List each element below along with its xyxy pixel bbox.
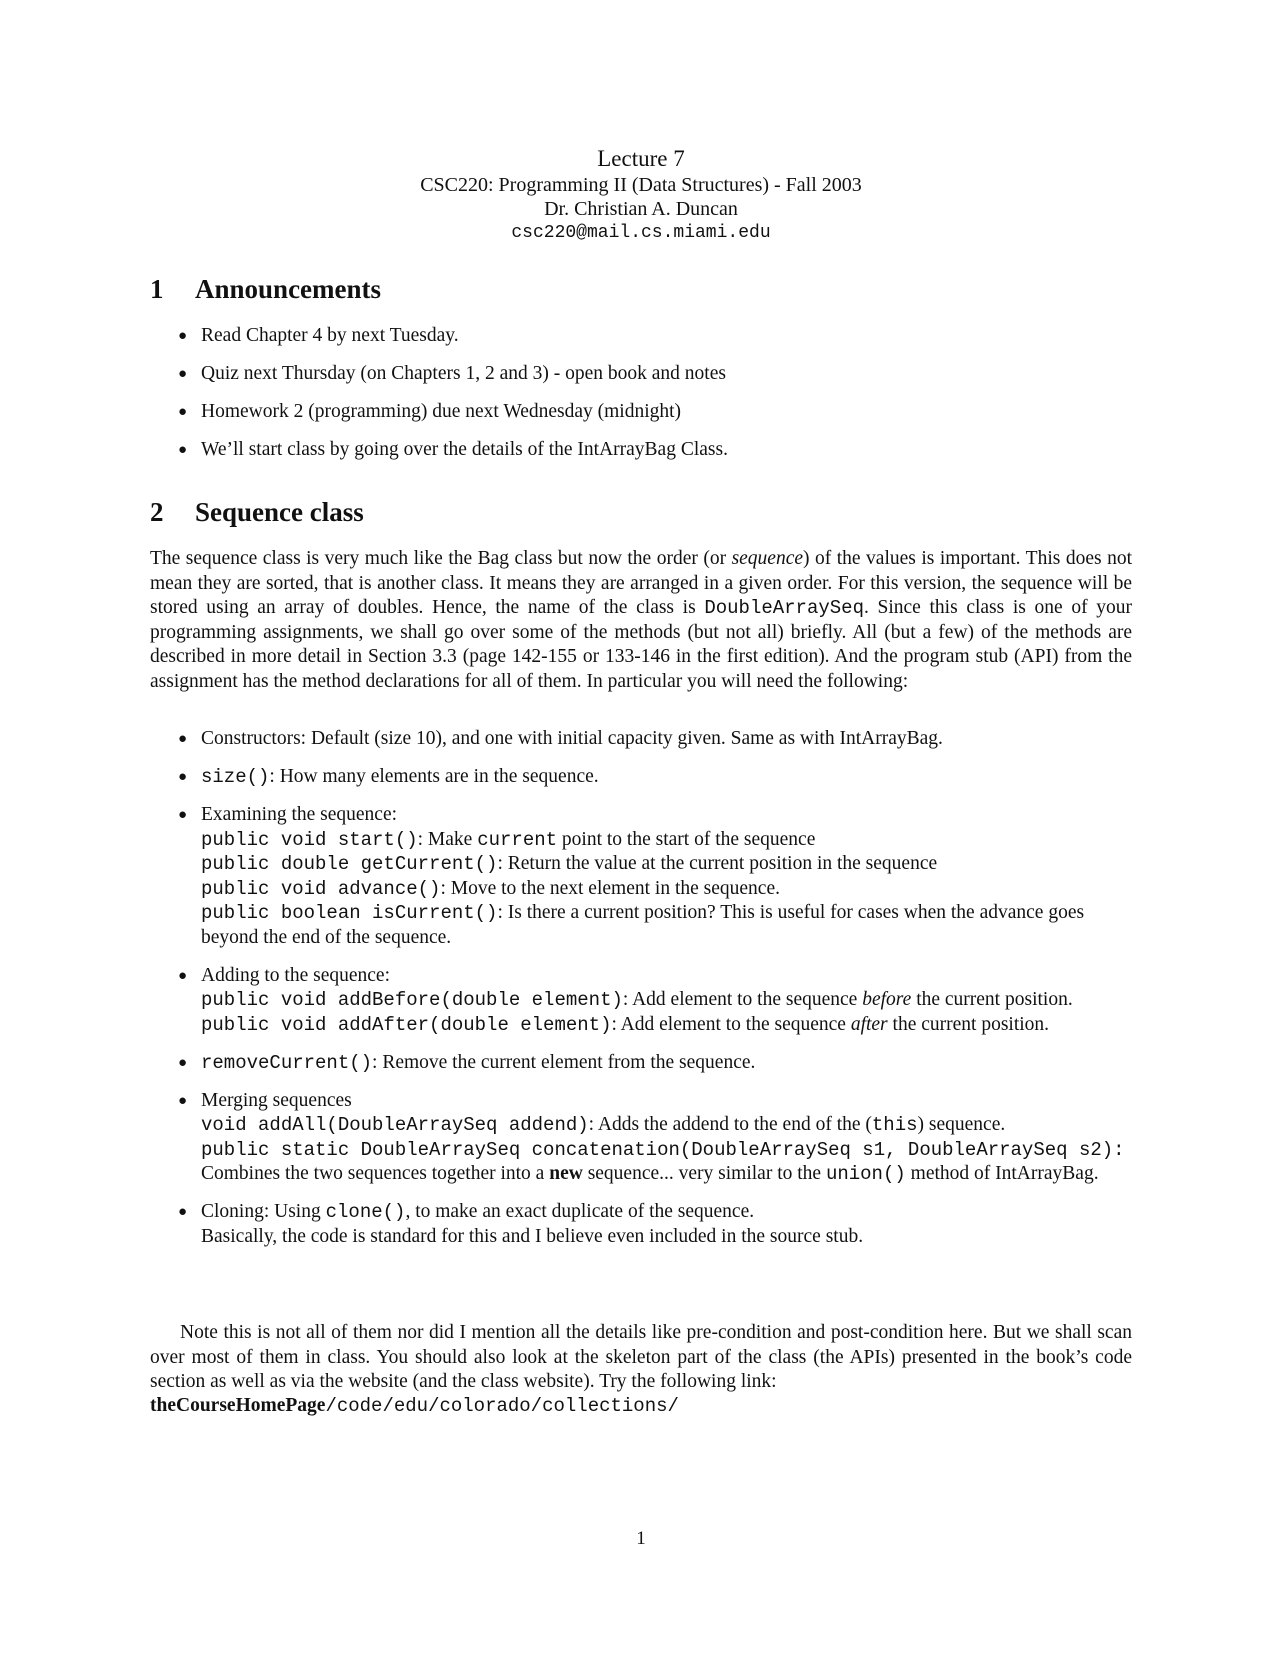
section-number: 1: [150, 274, 164, 304]
code-addbefore: public void addBefore(double element): [201, 989, 623, 1011]
code-class-name: DoubleArraySeq: [704, 597, 864, 619]
code-start: public void start(): [201, 828, 418, 851]
bold-new: new: [549, 1163, 583, 1184]
bullet-icon: ●: [178, 366, 188, 382]
instructor-name: Dr. Christian A. Duncan: [544, 198, 738, 220]
bullet-icon: ●: [178, 731, 188, 747]
lecture-title: Lecture 7: [597, 146, 685, 171]
bullet-icon: ●: [178, 1054, 188, 1071]
bullet-icon: ●: [178, 1092, 188, 1109]
code-iscurrent: public boolean isCurrent(): [201, 902, 498, 924]
title-block: [150, 145, 1132, 245]
list-item-size: ● size(): How many elements are in the sequence.: [178, 766, 599, 788]
section-title: Sequence class: [195, 497, 364, 527]
bullet-icon: ●: [178, 807, 188, 823]
code-addafter: public void addAfter(double element): [201, 1013, 612, 1036]
code-removecurrent: removeCurrent(): [201, 1051, 373, 1074]
link-path: /code/edu/colorado/collections/: [325, 1395, 679, 1417]
bullet-icon: ●: [178, 328, 188, 344]
link-bold: theCourseHomePage: [150, 1395, 326, 1416]
intro-paragraph: The sequence class is very much like the Bag class but now the order (or sequence) of the values is important. This does not mean they are sorted, that is another class. It means they are arranged in a given order. For this version, the sequence will be stored using an array of doubles. Hence, the name of the class is DoubleArraySeq. Since this class is one of your programming assignments, we shall go over some of the methods (but not all) briefly. All (but a few) of the methods are described in more detail in Section 3.3 (page 142-155 or 133-146 in the first edition). And the program stub (API) from the assignment has the method declarations for all of them. In particular you will need the following:: [150, 548, 1132, 692]
code-union: union(): [825, 1163, 906, 1185]
list-item-remove: ● removeCurrent(): Remove the current element from the sequence.: [178, 1051, 756, 1074]
methods-list: [150, 727, 1132, 1249]
code-this: this: [871, 1114, 918, 1136]
list-item: ● Homework 2 (programming) due next Wednesday (midnight): [150, 400, 1132, 425]
section-heading-sequence-class: [150, 496, 364, 528]
list-item-examining: ● Examining the sequence: public void start(): Make current point to the start of the sequence public double getCurrent(): Return the value at the current position in the sequence public void advance(): Move to the next element in the sequence. public boolean isCurrent(): Is there a current position? This is useful for cases when the advance goes beyond the end of the sequence.: [178, 804, 1085, 948]
code-size: size(): [201, 766, 270, 788]
emphasis: sequence: [731, 548, 804, 569]
list-item-cloning: ● Cloning: Using clone(), to make an exact duplicate of the sequence. Basically, the code is standard for this and I believe even included in the source stub.: [178, 1201, 864, 1247]
code-current: current: [477, 828, 558, 851]
list-item: ● We’ll start class by going over the details of the IntArrayBag Class.: [150, 438, 1132, 463]
bullet-icon: ●: [178, 967, 188, 984]
emphasis: before: [862, 989, 912, 1010]
list-item-adding: ● Adding to the sequence: public void addBefore(double element): Add element to the sequence before the current position. public void addAfter(double element): Add element to the sequence after the current position.: [178, 964, 1073, 1036]
code-addall: void addAll(DoubleArraySeq addend): [201, 1114, 589, 1136]
page-number: 1: [636, 1528, 646, 1549]
bullet-icon: ●: [178, 442, 188, 458]
list-item: ● Read Chapter 4 by next Tuesday.: [150, 324, 1132, 349]
course-name: CSC220: Programming II (Data Structures) - Fall 2003: [420, 174, 862, 196]
list-item: ● Quiz next Thursday (on Chapters 1, 2 and 3) - open book and notes: [150, 362, 1132, 387]
announcements-list: [150, 324, 1132, 463]
list-item-constructors: ● Constructors: Default (size 10), and one with initial capacity given. Same as with IntArrayBag.: [150, 727, 1132, 752]
code-advance: public void advance(): [201, 877, 441, 900]
section-heading-announcements: [150, 273, 381, 305]
course-link: [150, 1394, 1132, 1419]
code-concatenation: public static DoubleArraySeq concatenation(DoubleArraySeq s1, DoubleArraySeq s2):: [201, 1138, 1125, 1161]
bullet-icon: ●: [178, 1204, 188, 1220]
section-number: 2: [150, 497, 164, 527]
bullet-icon: ●: [178, 404, 188, 420]
list-item-merging: ● Merging sequences void addAll(DoubleArraySeq addend): Adds the addend to the end of the (this) sequence. public static DoubleArraySeq concatenation(DoubleArraySeq s1, DoubleArraySeq s2): Combines the two sequences together into a new sequence... very similar to the union() method of IntArrayBag.: [178, 1089, 1125, 1185]
emphasis: after: [850, 1013, 888, 1035]
code-clone: clone(): [325, 1201, 406, 1223]
code-getcurrent: public double getCurrent(): [201, 853, 498, 875]
email-address: csc220@mail.cs.miami.edu: [511, 223, 771, 243]
bullet-icon: ●: [178, 769, 188, 785]
section-title: Announcements: [195, 274, 382, 304]
note-paragraph: Note this is not all of them nor did I mention all the details like pre-condition and post-condition here. But we shall scan over most of them in class. You should also look at the skeleton part of the class (the APIs) presented in the book’s code section as well as via the website (and the class website). Try the following link:: [150, 1322, 1132, 1392]
